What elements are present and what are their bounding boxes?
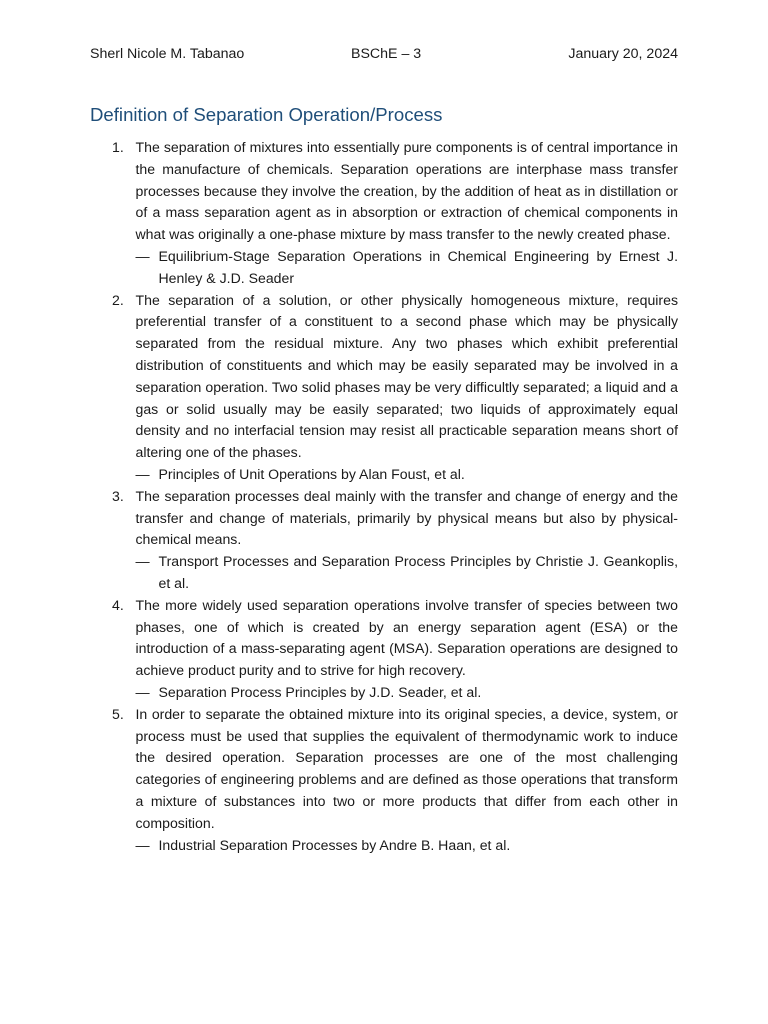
citation bbox=[136, 551, 679, 595]
section-heading: Definition of Separation Operation/Process bbox=[90, 104, 443, 125]
item-number: 4. bbox=[112, 596, 124, 613]
definition-item bbox=[90, 704, 678, 857]
definition-item bbox=[90, 290, 678, 486]
definition-text: The separation of a solution, or other physically homogeneous mixture, requires preferential transfer of a constituent to a second phase which may be physically separated from the residual mixture. Any two phases which exhibit preferential distribution of constituents and which may be easily separated may be involved in a separation operation. Two solid phases may be very difficultly separated; a liquid and a gas or solid usually may be easily separated; two liquids of approximately equal density and no interfacial tension may resist all practicable separation means short of altering one of the phases. bbox=[135, 291, 678, 461]
item-number: 2. bbox=[112, 291, 124, 308]
em-dash: — bbox=[135, 836, 150, 853]
course-label: BSChE – 3 bbox=[351, 46, 422, 62]
author-name: Sherl Nicole M. Tabanao bbox=[90, 46, 245, 62]
citation bbox=[136, 246, 679, 290]
citation-source: Industrial Separation Processes by Andre B. Haan, et al. bbox=[158, 836, 511, 853]
page-header bbox=[90, 46, 678, 66]
em-dash: — bbox=[135, 247, 150, 264]
citation-source: Separation Process Principles by J.D. Seader, et al. bbox=[158, 683, 482, 700]
definition-text: In order to separate the obtained mixture into its original species, a device, system, or process must be used that supplies the equivalent of thermodynamic work to induce the desired operation. Separation processes are one of the most challenging categories of engineering problems and are defined as those operations that transform a mixture of substances into two or more products that differ from each other in composition. bbox=[135, 705, 678, 831]
em-dash: — bbox=[135, 553, 150, 570]
definition-item bbox=[90, 595, 678, 704]
citation-source: Transport Processes and Separation Process Principles by Christie J. Geankoplis, et al. bbox=[158, 553, 678, 591]
item-number: 1. bbox=[112, 139, 124, 155]
citation-source: Principles of Unit Operations by Alan Foust, et al. bbox=[158, 465, 465, 482]
em-dash: — bbox=[135, 683, 150, 700]
item-number: 3. bbox=[112, 487, 124, 504]
definition-text: The more widely used separation operations involve transfer of species between two phases, one of which is created by an energy separation agent (ESA) or the introduction of a mass-separating agent (MSA). Separation operations are designed to achieve product purity and to strive for high recovery. bbox=[135, 596, 678, 679]
definition-item bbox=[90, 137, 678, 290]
definition-text: The separation of mixtures into essentially pure components is of central importance in the manufacture of chemicals. Separation operations are interphase mass transfer processes because they involve the creation, by the addition of heat as in distillation or of a mass separation agent as in absorption or extraction of chemical components in what was originally a one-phase mixture by mass transfer to the newly created phase. bbox=[135, 139, 678, 243]
citation-source: Equilibrium-Stage Separation Operations in Chemical Engineering by Ernest J. Henley & J.D. Seader bbox=[158, 247, 678, 286]
citation bbox=[136, 835, 679, 857]
definitions-list bbox=[90, 137, 678, 856]
item-number: 5. bbox=[112, 705, 124, 722]
header-date: January 20, 2024 bbox=[568, 46, 678, 62]
definition-item bbox=[90, 486, 678, 595]
citation bbox=[136, 682, 679, 704]
citation bbox=[136, 464, 679, 486]
definition-text: The separation processes deal mainly with the transfer and change of energy and the transfer and change of materials, primarily by physical means but also by physical-chemical means. bbox=[135, 487, 678, 548]
em-dash: — bbox=[135, 465, 150, 482]
